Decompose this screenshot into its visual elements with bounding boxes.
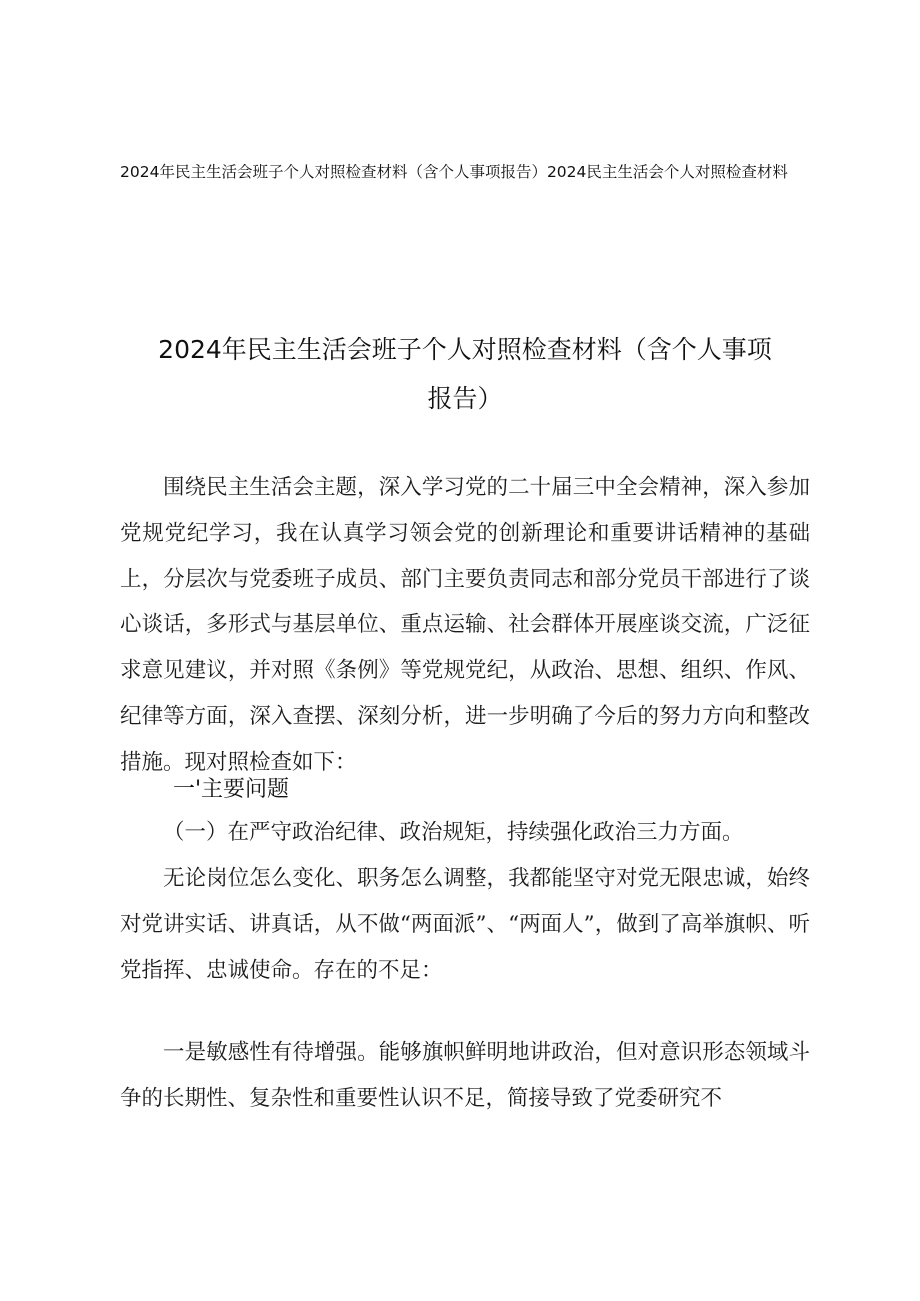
document-title [120,325,810,423]
section-heading-main-issues: 一'主要问题 [173,777,290,802]
intro-paragraph: 围绕民主生活会主题，深入学习党的二十届三中全会精神，深入参加党规党纪学习，我在认真学习领会党的创新理论和重要讲话精神的基础上，分层次与党委班子成员、部门主要负责同志和部分党员干部进行了谈心谈话，多形式与基层单位、重点运输、社会群体开展座谈交流，广泛征求意见建议，并对照《条例》等党规党纪，从政治、思想、组织、作风、纪律等方面，深入查摆、深刻分析，进一步明确了今后的努力方向和整改措施。现对照检查如下： [120,475,810,775]
subsection-heading-1: （一）在严守政治纪律、政治规矩，持续强化政治三力方面。 [163,820,744,845]
document-header: 2024年民主生活会班子个人对照检查材料（含个人事项报告）2024民主生活会个人对照检查材料 [120,163,788,181]
paragraph-loyalty: 无论岗位怎么变化、职务怎么调整，我都能坚守对党无限忠诚，始终对党讲实话、讲真话，从不做“两面派”、“两面人”，做到了高举旗帜、听党指挥、忠诚使命。存在的不足： [120,866,810,983]
title-line-2: 报告） [427,384,503,413]
paragraph-sensitivity: 一是敏感性有待增强。能够旗帜鲜明地讲政治，但对意识形态领域斗争的长期性、复杂性和重要性认识不足，简接导致了党委研究不 [120,1040,810,1111]
title-line-1: 2024年民主生活会班子个人对照检查材料（含个人事项 [158,335,772,364]
